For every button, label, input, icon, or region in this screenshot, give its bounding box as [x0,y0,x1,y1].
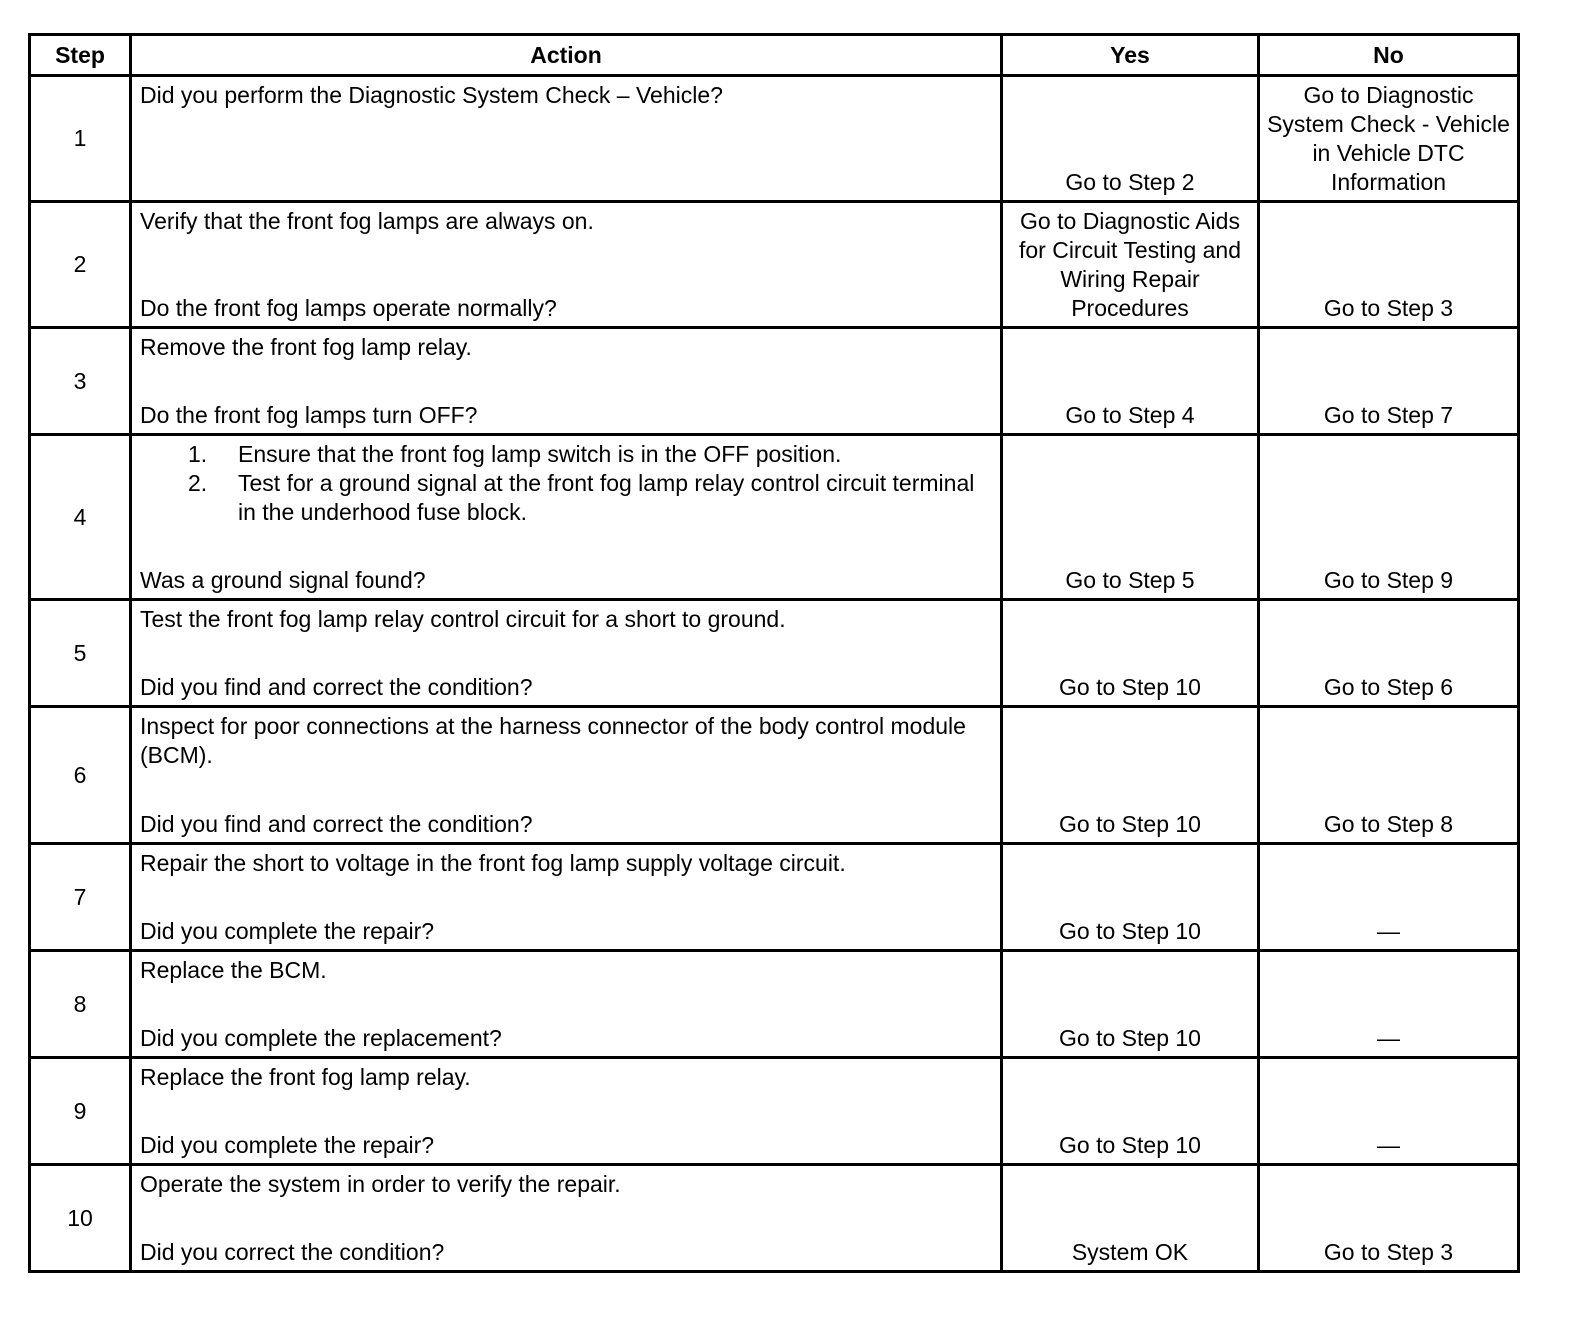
yes-result: Go to Step 10 [1002,707,1259,844]
step-number: 2 [30,202,131,328]
action-instructions [140,207,992,236]
action-text: Remove the front fog lamp relay. [140,334,472,360]
table-row [30,951,1519,1058]
action-text: Repair the short to voltage in the front fog lamp supply voltage circuit. [140,850,846,876]
step-number: 8 [30,951,131,1058]
step-number: 9 [30,1058,131,1165]
yes-result: Go to Step 4 [1002,328,1259,435]
action-text: Operate the system in order to verify the repair. [140,1171,621,1197]
no-result: Go to Step 6 [1259,600,1519,707]
table-row [30,76,1519,202]
no-result: Go to Step 3 [1259,202,1519,328]
diagnostic-table [28,33,1520,1273]
table-row [30,202,1519,328]
action-instructions [140,712,992,770]
list-item-number: 2. [188,470,208,496]
header-yes: Yes [1002,35,1259,76]
yes-result: System OK [1002,1165,1259,1272]
list-item [140,469,992,527]
action-question: Was a ground signal found? [140,567,426,593]
action-question: Did you complete the replacement? [140,1025,502,1051]
action-question: Did you find and correct the condition? [140,811,533,837]
step-number: 5 [30,600,131,707]
action-instructions [140,81,992,110]
action-instructions [140,1063,992,1092]
table-row [30,328,1519,435]
table-row [30,1165,1519,1272]
action-cell [131,202,1002,328]
step-number: 3 [30,328,131,435]
list-item-text: Test for a ground signal at the front fog lamp relay control circuit terminal in the underhood fuse block. [238,470,975,525]
action-question: Did you complete the repair? [140,918,435,944]
step-number: 6 [30,707,131,844]
step-number: 1 [30,76,131,202]
list-item-text: Ensure that the front fog lamp switch is in the OFF position. [238,441,842,467]
action-instructions [140,605,992,634]
action-instructions [140,333,992,362]
header-row [30,35,1519,76]
action-question: Did you complete the repair? [140,1132,435,1158]
action-text: Inspect for poor connections at the harness connector of the body control module (BCM). [140,713,966,768]
table-row [30,600,1519,707]
yes-result: Go to Step 10 [1002,600,1259,707]
action-cell [131,951,1002,1058]
yes-result: Go to Step 5 [1002,435,1259,600]
action-instructions [140,440,992,527]
action-question: Do the front fog lamps turn OFF? [140,402,478,428]
no-result: Go to Step 3 [1259,1165,1519,1272]
action-cell [131,600,1002,707]
list-item-number: 1. [188,441,208,467]
no-result: — [1259,844,1519,951]
yes-result: Go to Step 10 [1002,844,1259,951]
no-result: Go to Step 8 [1259,707,1519,844]
step-number: 10 [30,1165,131,1272]
action-question: Did you correct the condition? [140,1239,445,1265]
yes-result: Go to Step 10 [1002,951,1259,1058]
yes-result: Go to Step 10 [1002,1058,1259,1165]
action-cell [131,435,1002,600]
action-cell [131,1165,1002,1272]
step-number: 7 [30,844,131,951]
no-result: Go to Step 7 [1259,328,1519,435]
action-text: Did you perform the Diagnostic System Check – Vehicle? [140,82,723,108]
no-result: — [1259,951,1519,1058]
action-cell [131,1058,1002,1165]
header-step: Step [30,35,131,76]
table-row [30,1058,1519,1165]
table-body [30,76,1519,1272]
action-text: Verify that the front fog lamps are always on. [140,208,594,234]
action-question: Did you find and correct the condition? [140,674,533,700]
header-no: No [1259,35,1519,76]
action-cell [131,328,1002,435]
action-question: Do the front fog lamps operate normally? [140,295,557,321]
yes-result: Go to Diagnostic Aids for Circuit Testing and Wiring Repair Procedures [1002,202,1259,328]
table-row [30,435,1519,600]
action-instructions [140,849,992,878]
list-item [140,440,992,469]
step-number: 4 [30,435,131,600]
action-instructions [140,956,992,985]
table-row [30,844,1519,951]
action-cell [131,707,1002,844]
action-instructions [140,1170,992,1199]
header-action: Action [131,35,1002,76]
table-row [30,707,1519,844]
yes-result: Go to Step 2 [1002,76,1259,202]
action-cell [131,76,1002,202]
numbered-list [140,440,992,527]
action-cell [131,844,1002,951]
action-text: Replace the BCM. [140,957,327,983]
action-text: Test the front fog lamp relay control circuit for a short to ground. [140,606,786,632]
action-text: Replace the front fog lamp relay. [140,1064,471,1090]
no-result: — [1259,1058,1519,1165]
no-result: Go to Diagnostic System Check - Vehicle in Vehicle DTC Information [1259,76,1519,202]
no-result: Go to Step 9 [1259,435,1519,600]
